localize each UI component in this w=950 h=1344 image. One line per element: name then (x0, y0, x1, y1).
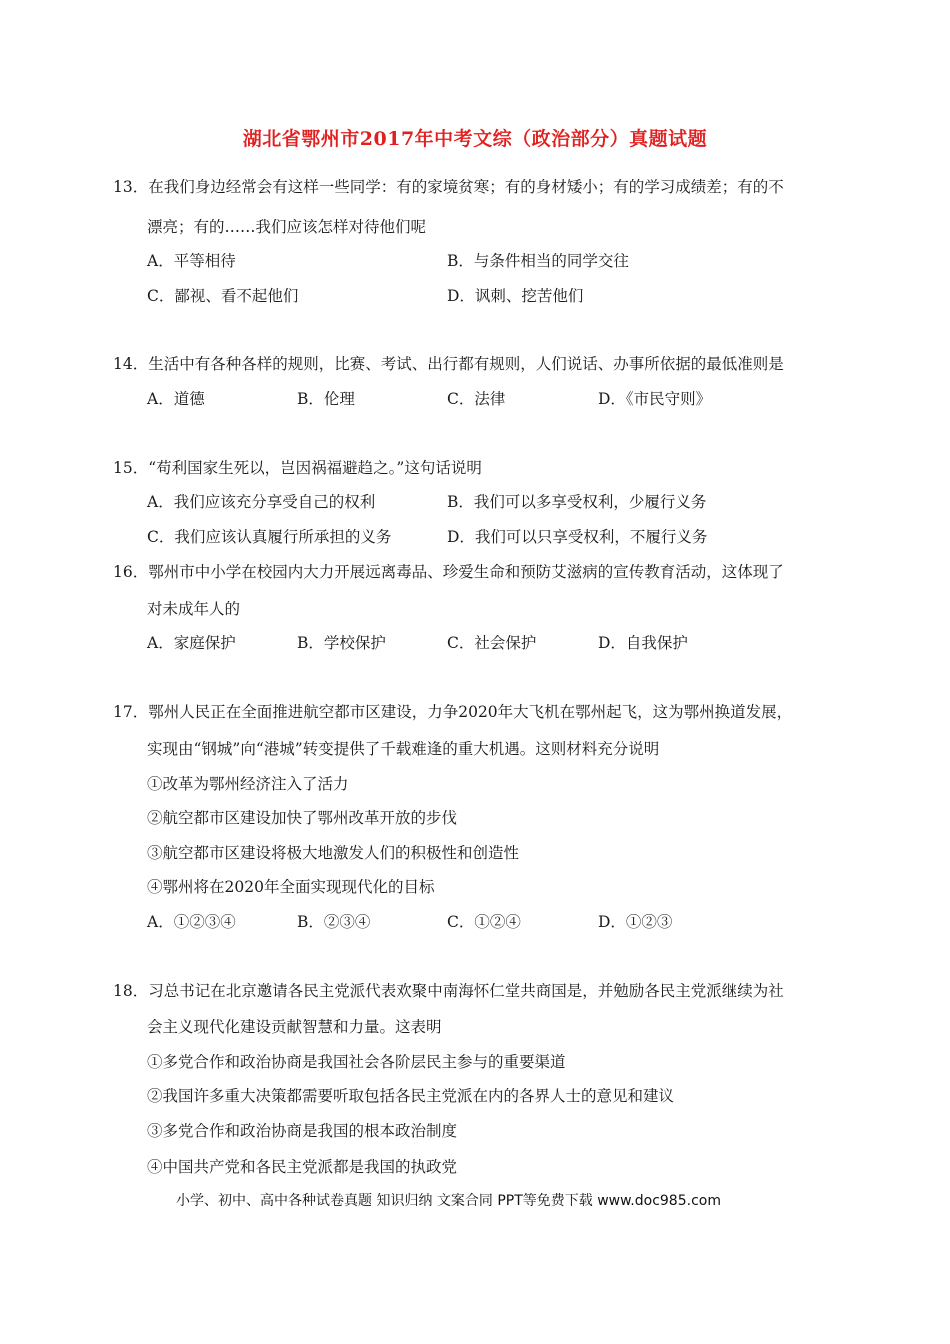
q14-stem-line1: 14．生活中有各种各样的规则，比赛、考试、出行都有规则，人们说话、办事所依据的最低准则是 (113, 355, 784, 373)
q18-stem-line1: 18．习总书记在北京邀请各民主党派代表欢聚中南海怀仁堂共商国是，并勉励各民主党派继续为社 (113, 982, 784, 1000)
q13-stem-line1: 13．在我们身边经常会有这样一些同学：有的家境贫寒；有的身材矮小；有的学习成绩差；有的不 (113, 178, 784, 196)
page-footer: 小学、初中、高中各种试卷真题 知识归纳 文案合同 PPT等免费下载 www.doc985.com (176, 1193, 721, 1209)
q17-statement-3: ③航空都市区建设将极大地激发人们的积极性和创造性 (147, 844, 520, 862)
q14-option-c: C．法律 (447, 390, 506, 408)
q14-option-a: A．道德 (147, 390, 205, 408)
q16-option-a: A．家庭保护 (147, 634, 236, 652)
q17-option-d: D．①②③ (598, 913, 673, 931)
q13-option-d: D．讽刺、挖苦他们 (447, 287, 584, 305)
q17-stem-line2: 实现由“钢城”向“港城”转变提供了千载难逢的重大机遇。这则材料充分说明 (147, 740, 660, 758)
q16-stem-line1: 16．鄂州市中小学在校园内大力开展远离毒品、珍爱生命和预防艾滋病的宣传教育活动，这体现了 (113, 563, 784, 581)
q15-option-a: A．我们应该充分享受自己的权利 (147, 493, 376, 511)
q17-option-a: A．①②③④ (147, 913, 236, 931)
q17-statement-4: ④鄂州将在2020年全面实现现代化的目标 (147, 878, 435, 896)
q16-option-c: C．社会保护 (447, 634, 537, 652)
q17-stem-line1: 17．鄂州人民正在全面推进航空都市区建设，力争2020年大飞机在鄂州起飞，这为鄂州换道发展， (113, 703, 793, 721)
q17-statement-2: ②航空都市区建设加快了鄂州改革开放的步伐 (147, 809, 458, 827)
q16-option-b: B．学校保护 (297, 634, 386, 652)
q17-option-c: C．①②④ (447, 913, 521, 931)
q15-option-c: C．我们应该认真履行所承担的义务 (147, 528, 392, 546)
q18-statement-2: ②我国许多重大决策都需要听取包括各民主党派在内的各界人士的意见和建议 (147, 1087, 675, 1105)
q13-option-a: A．平等相待 (147, 252, 236, 270)
q14-option-b: B．伦理 (297, 390, 355, 408)
q15-option-b: B．我们可以多享受权利，少履行义务 (447, 493, 707, 511)
q13-stem-line2: 漂亮；有的……我们应该怎样对待他们呢 (147, 218, 427, 236)
q16-stem-line2: 对未成年人的 (147, 600, 241, 618)
q18-statement-3: ③多党合作和政治协商是我国的根本政治制度 (147, 1122, 458, 1140)
q18-statement-4: ④中国共产党和各民主党派都是我国的执政党 (147, 1158, 458, 1176)
q18-stem-line2: 会主义现代化建设贡献智慧和力量。这表明 (147, 1018, 442, 1036)
q15-option-d: D．我们可以只享受权利，不履行义务 (447, 528, 708, 546)
document-title: 湖北省鄂州市2017年中考文综（政治部分）真题试题 (242, 128, 708, 150)
q18-statement-1: ①多党合作和政治协商是我国社会各阶层民主参与的重要渠道 (147, 1053, 566, 1071)
q13-option-b: B．与条件相当的同学交往 (447, 252, 629, 270)
q17-statement-1: ①改革为鄂州经济注入了活力 (147, 775, 349, 793)
q14-option-d: D．《市民守则》 (598, 390, 712, 408)
q16-option-d: D．自我保护 (598, 634, 688, 652)
q13-option-c: C．鄙视、看不起他们 (147, 287, 299, 305)
q17-option-b: B．②③④ (297, 913, 371, 931)
q15-stem-line1: 15．“苟利国家生死以，岂因祸福避趋之。”这句话说明 (113, 459, 482, 477)
